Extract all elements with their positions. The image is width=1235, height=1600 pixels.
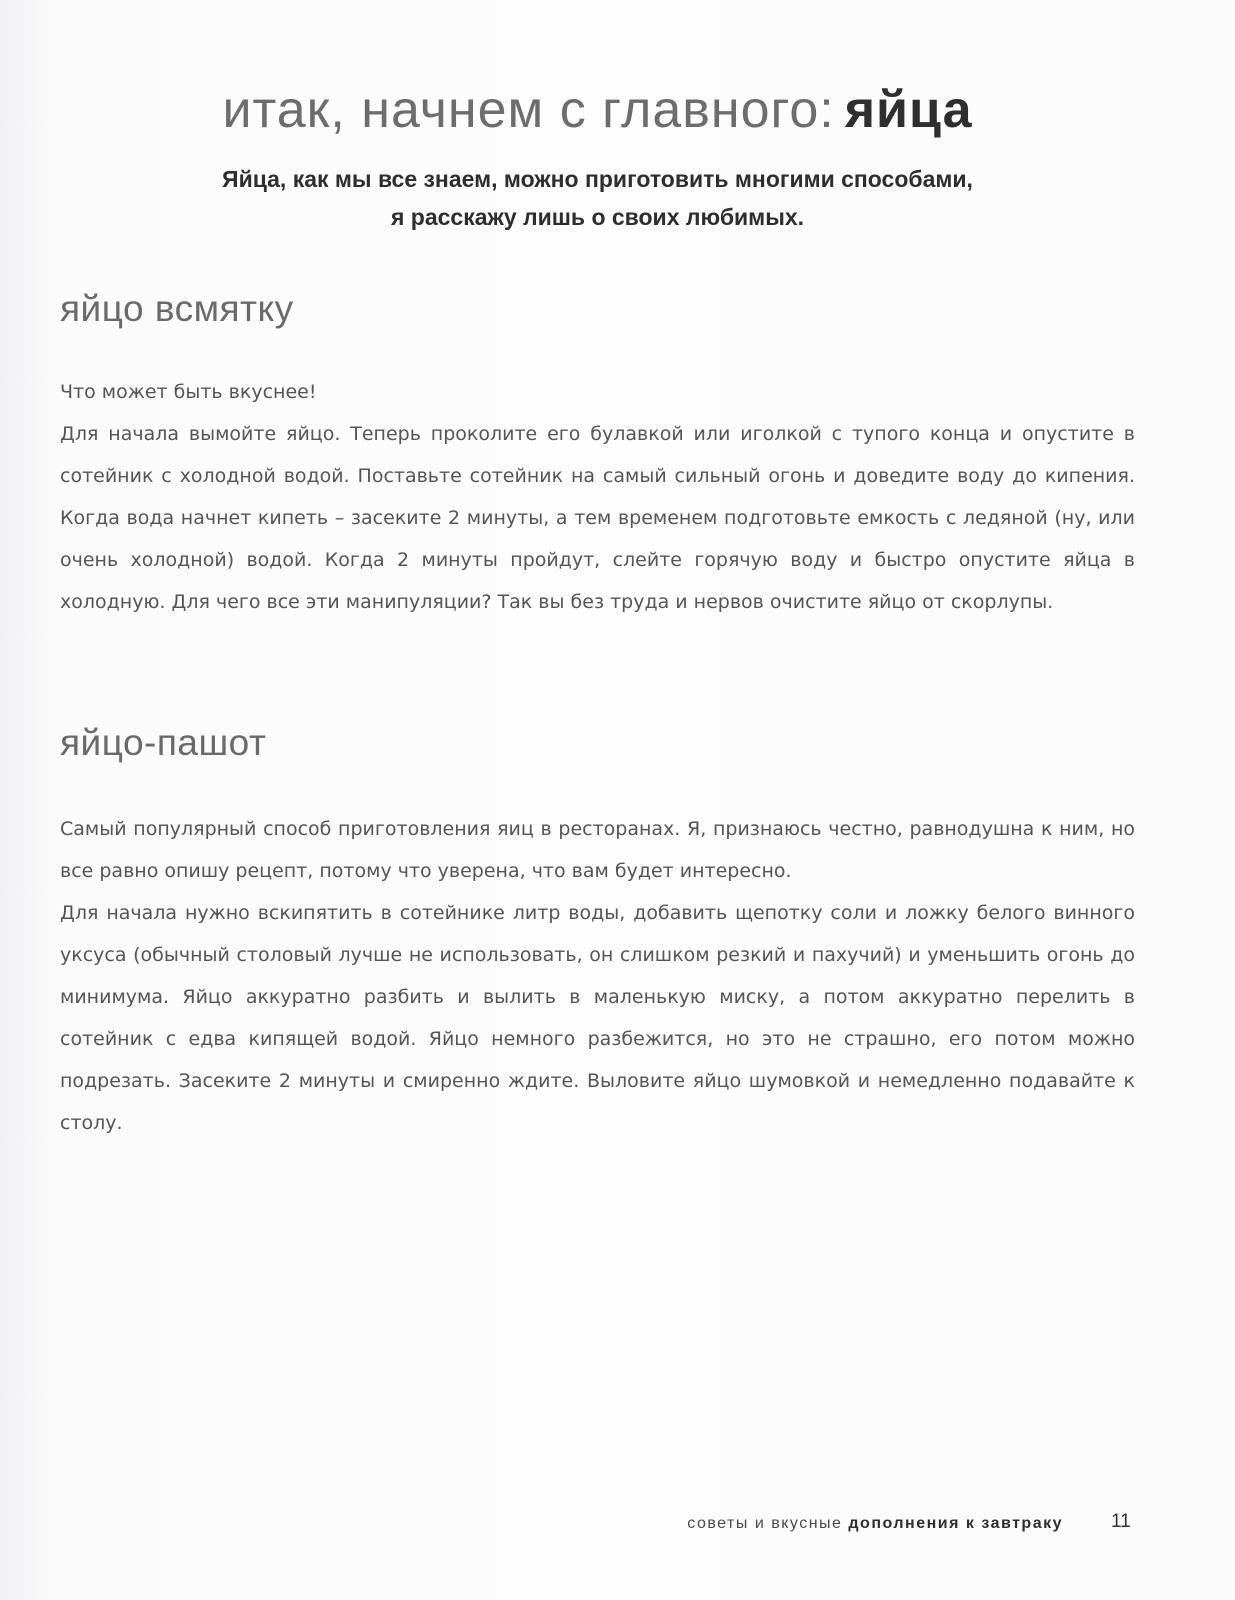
- section-body-poached: [60, 808, 1135, 1144]
- section-body-soft-boiled: [60, 371, 1135, 623]
- paragraph: Что может быть вкуснее!: [60, 381, 317, 403]
- page-number: 11: [1111, 1511, 1131, 1532]
- subtitle-line-1: Яйца, как мы все знаем, можно приготовить многими способами,: [222, 166, 973, 192]
- paragraph: Для начала вымойте яйцо. Теперь проколите его булавкой или иголкой с тупого конца и опустите в сотейник с холодной водой. Поставьте сотейник на самый сильный огонь и доведите воду до кипения. Когда вода начнет кипеть – засеките 2 минуты, а тем временем подготовьте емкость с ледяной (ну, или очень холодной) водой. Когда 2 минуты пройдут, слейте горячую воду и быстро опустите яйца в холодную. Для чего все эти манипуляции? Так вы без труда и нервов очистите яйцо от скорлупы.: [60, 423, 1135, 613]
- subtitle-line-2: я расскажу лишь о своих любимых.: [390, 204, 805, 230]
- running-footer: [687, 1515, 1063, 1533]
- paragraph: Самый популярный способ приготовления яиц в ресторанах. Я, признаюсь честно, равнодушна к ним, но все равно опишу рецепт, потому что уверена, что вам будет интересно.: [60, 818, 1135, 882]
- page-title: [0, 80, 1195, 140]
- section-heading-soft-boiled: яйцо всмятку: [60, 288, 294, 329]
- running-footer-bold: дополнения к завтраку: [848, 1515, 1063, 1532]
- page-title-lead: итак, начнем с главного:: [222, 81, 835, 139]
- page-subtitle: [0, 160, 1195, 236]
- paragraph: Для начала нужно вскипятить в сотейнике литр воды, добавить щепотку соли и ложку белого винного уксуса (обычный столовый лучше не использовать, он слишком резкий и пахучий) и уменьшить огонь до минимума. Яйцо аккуратно разбить и вылить в маленькую миску, а потом аккуратно перелить в сотейник с едва кипящей водой. Яйцо немного разбежится, но это не страшно, его потом можно подрезать. Засеките 2 минуты и смиренно ждите. Выловите яйцо шумовкой и немедленно подавайте к столу.: [60, 902, 1135, 1134]
- page-title-accent: яйца: [844, 81, 973, 139]
- section-heading-poached: яйцо-пашот: [60, 722, 267, 763]
- running-footer-light: советы и вкусные: [687, 1515, 843, 1532]
